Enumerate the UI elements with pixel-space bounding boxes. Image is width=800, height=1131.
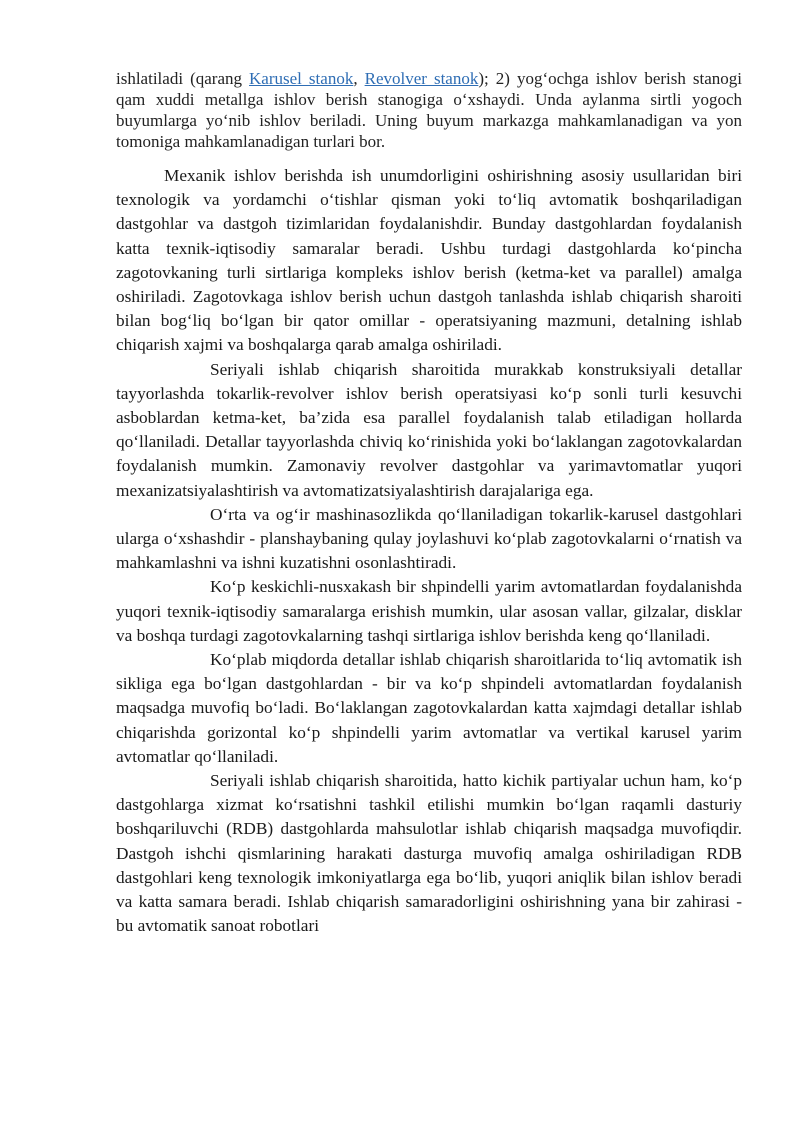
intro-text-before: ishlatiladi (qarang	[116, 69, 250, 88]
revolver-stanok-link[interactable]: Revolver stanok	[364, 69, 479, 88]
paragraph-tokarlik-karusel: O‘rta va og‘ir mashinasozlikda qo‘llaniladigan tokarlik-karusel dastgohlari ularga o‘xshashdir - planshaybaning qulay joylashuvi ko‘plab zagotovkalarni o‘rnatish va mahkamlashni va ishni kuzatishni osonlashtiradi.	[116, 504, 742, 573]
intro-separator: ,	[353, 69, 365, 88]
intro-text-after: ); 2) yog‘ochga ishlov berish stanogi qam xuddi metallga ishlov berish stanogiga o‘xshaydi. Unda aylanma sirtli yogoch buyumlarga yo‘nib ishlov beriladi. Uning buyum markazga mahkamlanadigan va yon tomoniga mahkamlanadigan turlari bor.	[116, 69, 743, 151]
paragraph-mexanik-ishlov: Mexanik ishlov berishda ish unumdorligini oshirishning asosiy usullaridan biri texnologik va yordamchi o‘tishlar qisman yoki to‘liq avtomatik boshqariladigan dastgohlar va dastgoh tizimlaridan foydalanishdir. Bunday dastgohlardan foydalanish katta texnik-iqtisodiy samaralar beradi. Ushbu turdagi dastgohlarda ko‘pincha zagotovkaning turli sirtlariga kompleks ishlov berish (ketma-ket va parallel) amalga oshiriladi. Zagotovkaga ishlov berish uchun dastgoh tanlashda ishlab chiqarish sharoiti bilan bog‘liq bo‘lgan bir qator omillar - operatsiyaning mazmuni, detalning ishlab chiqarish xajmi va boshqalarga qarab amalga oshiriladi.	[116, 166, 742, 355]
paragraph-rdb-dastgohlar: Seriyali ishlab chiqarish sharoitida, hatto kichik partiyalar uchun ham, ko‘p dastgohlarga xizmat ko‘rsatishni tashkil etilishi mumkin bo‘lgan raqamli dasturiy boshqariluvchi (RDB) dastgohlarda mahsulotlar ishlab chiqarish maqsadga muvofiqdir. Dastgoh ishchi qismlarining harakati dasturga muvofiq amalga oshiriladigan RDB dastgohlari keng texnologik imkoniyatlarga ega bo‘lib, yuqori aniqlik bilan ishlov beradi va katta samara beradi. Ishlab chiqarish samaradorligini oshirishning yana bir zahirasi - bu avtomatik sanoat robotlari	[116, 771, 742, 936]
intro-paragraph	[116, 68, 742, 152]
document-page	[116, 68, 742, 939]
paragraph-seriyali-revolver: Seriyali ishlab chiqarish sharoitida murakkab konstruksiyali detallar tayyorlashda tokarlik-revolver ishlov berish operatsiyasi ko‘p sonli turli kesuvchi asboblardan ketma-ket, ba’zida esa parallel foydalanish talab etiladigan hollarda qo‘llaniladi. Detallar tayyorlashda chiviq ko‘rinishida yoki bo‘laklangan zagotovkalardan foydalanish mumkin. Zamonaviy revolver dastgohlar va yarimavtomatlar yuqori mexanizatsiyalashtirish va avtomatizatsiyalashtirish darajalariga ega.	[116, 359, 742, 500]
paragraph-kop-keskichli: Ko‘p keskichli-nusxakash bir shpindelli yarim avtomatlardan foydalanishda yuqori texnik-iqtisodiy samaralarga erishish mumkin, ular asosan vallar, gilzalar, disklar va boshqa turdagi zagotovkalarning tashqi sirtlariga ishlov berishda keng qo‘llaniladi.	[116, 577, 742, 645]
karusel-stanok-link[interactable]: Karusel stanok	[249, 69, 354, 88]
paragraph-avtomatlar: Ko‘plab miqdorda detallar ishlab chiqarish sharoitlarida to‘liq avtomatik ish sikliga ega bo‘lgan dastgohlardan - bir va ko‘p shpindeli avtomatlardan foydalanish maqsadga muvofiq bo‘ladi. Bo‘laklangan zagotovkalardan katta xajmdagi detallar ishlab chiqarishda gorizontal ko‘p shpindelli yarim avtomatlar va vertikal karusel yarim avtomatlar qo‘llaniladi.	[116, 650, 742, 766]
